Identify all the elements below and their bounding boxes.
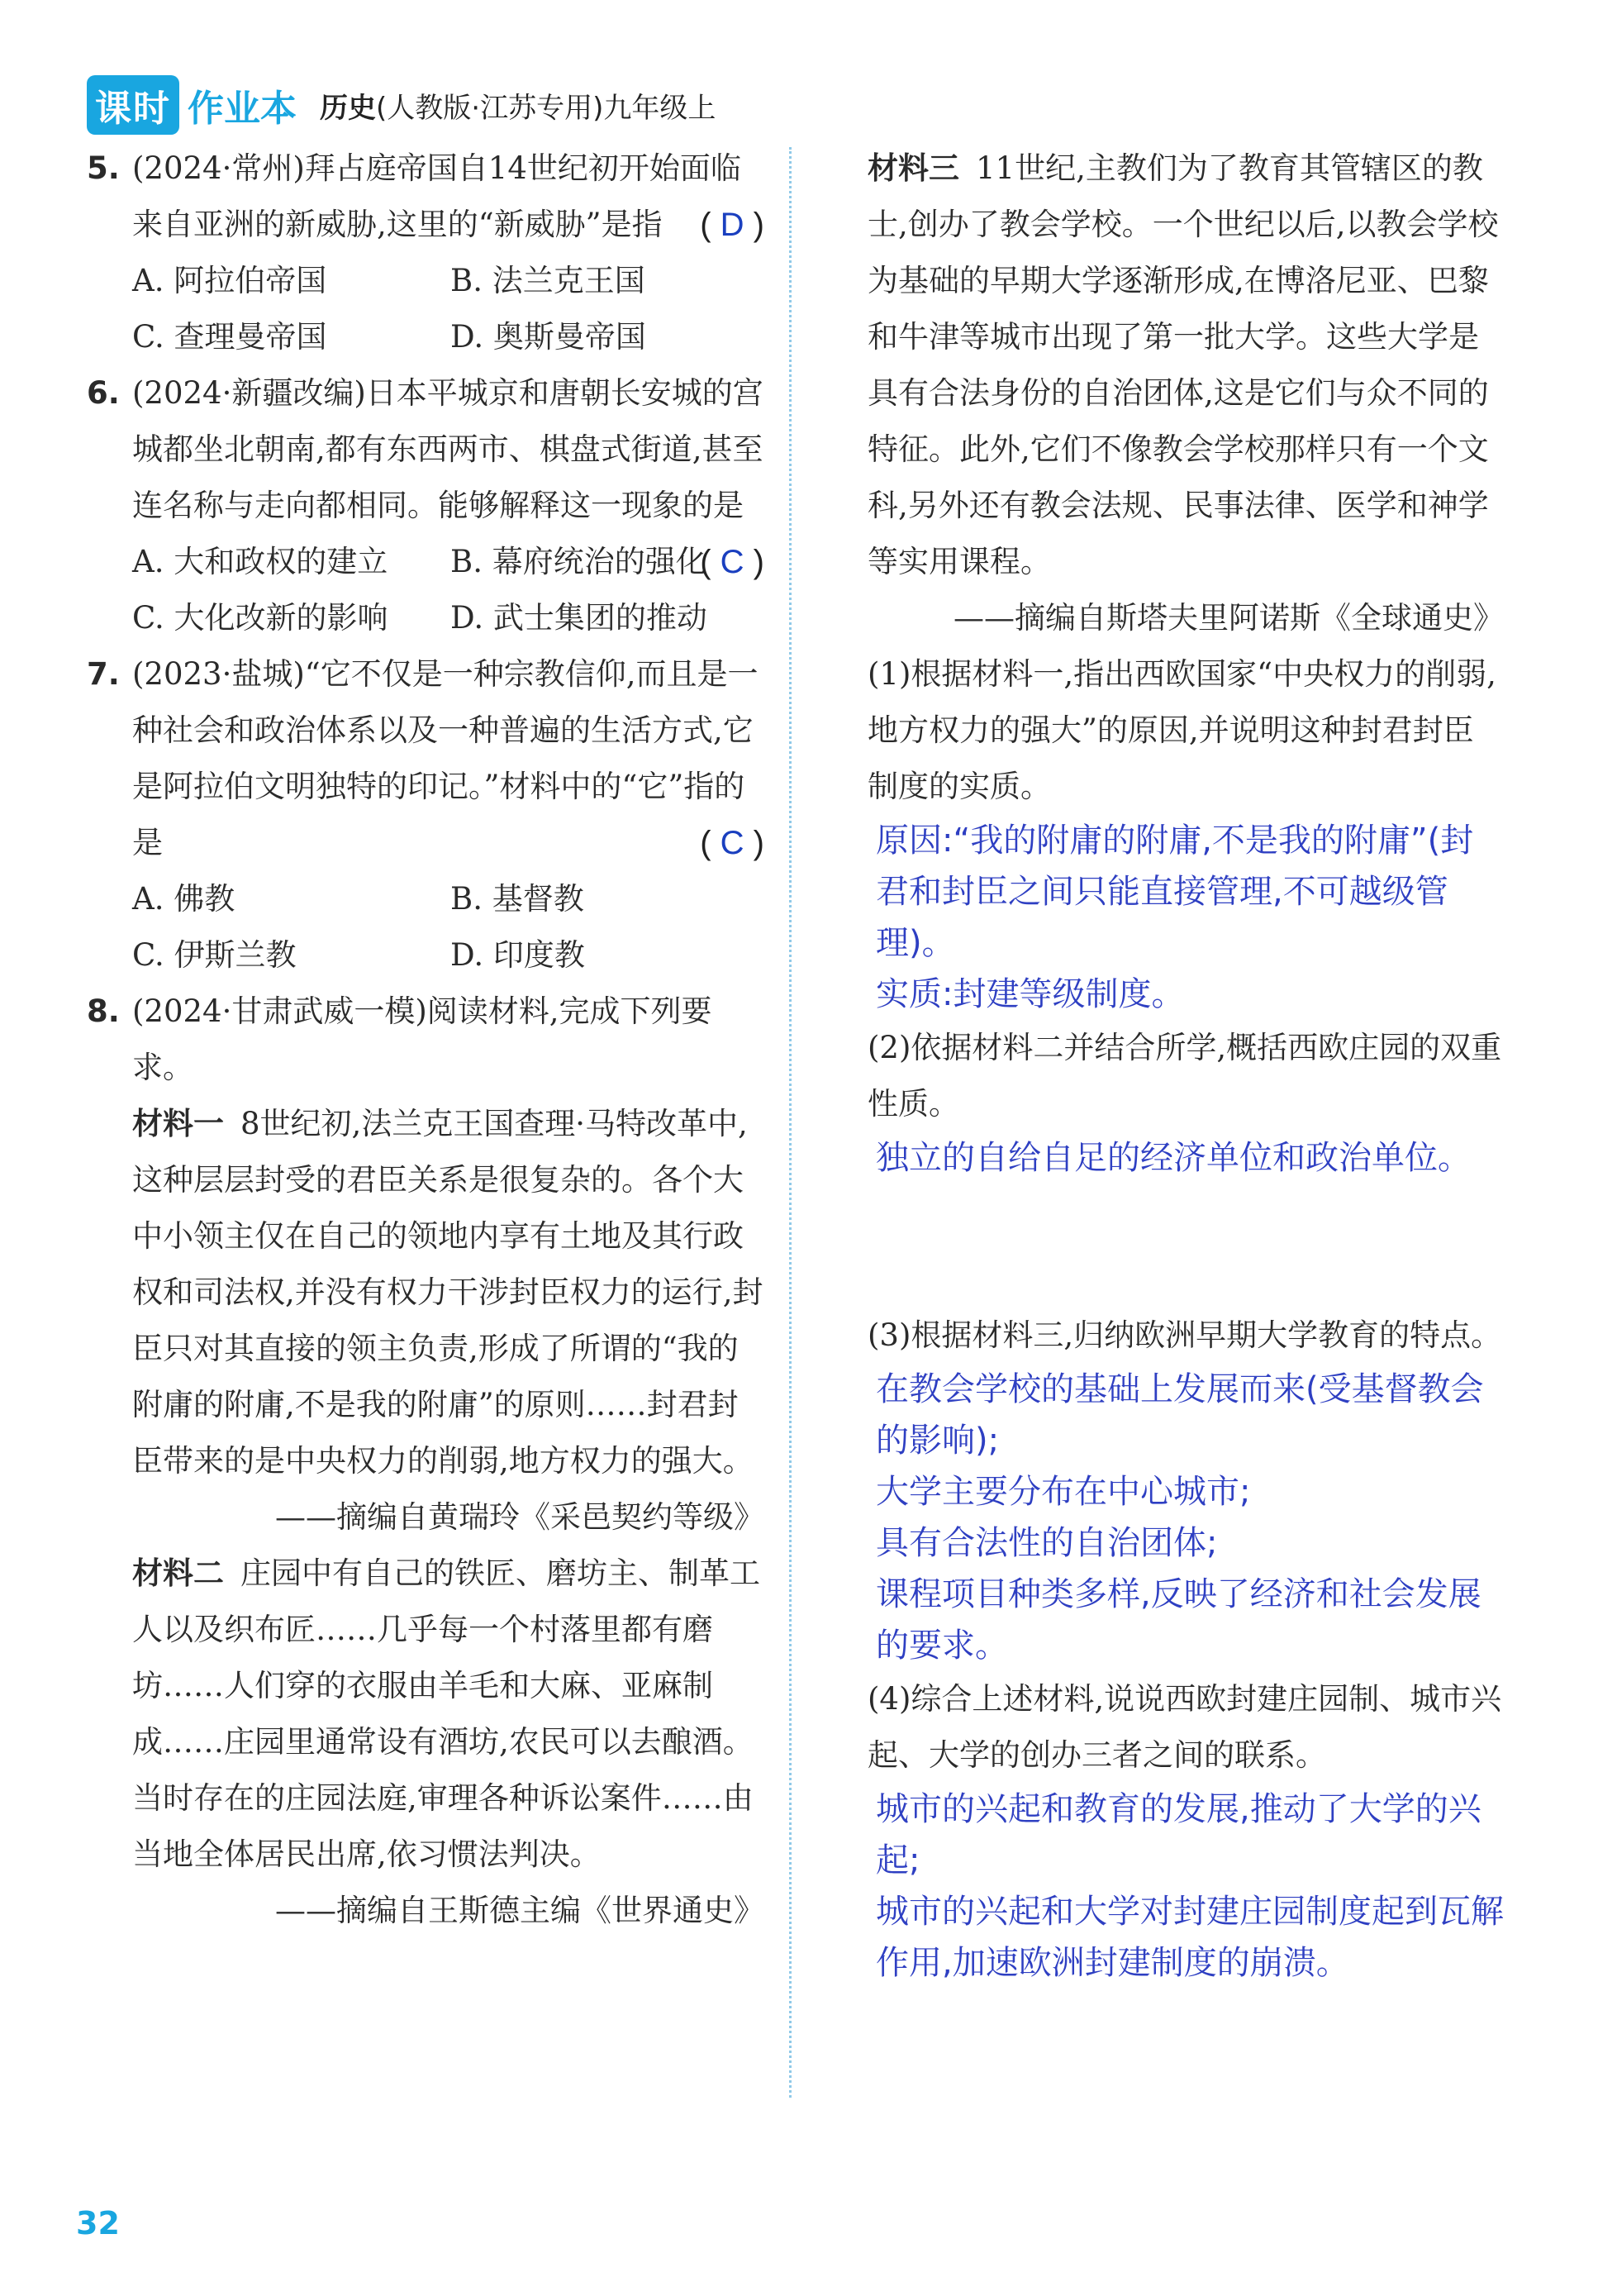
sub-question-2: (2)依据材料二并结合所学,概括西欧庄园的双重性质。 [868, 1030, 1502, 1122]
question-7-options: A. 佛教 B. 基督教 C. 伊斯兰教 D. 印度教 [132, 881, 585, 973]
question-8: 8. (2024·甘肃武威一模)阅读材料,完成下列要求。 材料一 8世纪初,法兰克王国查理·马特改革中,这种层层封受的君臣关系是很复杂的。各个大中小领主仅在自己的领地内享有土地及其行政权和司法权,并没有权力干涉封臣权力的运行,封臣只对其直接的领主负责,形成了所谓的“我的附庸的附庸,不是我的附庸”的原则……封君封臣带来的是中央权力的削弱,地方权力的强大。 ——摘编自黄瑞玲《采邑契约等级》 材料二 庄园中有自己的铁匠、磨坊主、制革工人以及织布匠……几乎每一个村落里都有磨坊……人们穿的衣服由羊毛和大麻、亚麻制成……庄园里通常设有酒坊,农民可以去酿酒。当时存在的庄园法庭,审理各种诉讼案件……由当地全体居民出席,依习惯法判决。 ——摘编自王斯德主编《世界通史》 [87, 984, 764, 1939]
material-3-source: ——摘编自斯塔夫里阿诺斯《全球通史》 [954, 600, 1504, 636]
material-2-source: ——摘编自王斯德主编《世界通史》 [275, 1893, 764, 1928]
question-7-text: (2023·盐城)“它不仅是一种宗教信仰,而且是一种社会和政治体系以及一种普遍的生活方式,它是阿拉伯文明独特的印记。”材料中的“它”指的是 [132, 656, 759, 860]
sub-question-4: (4)综合上述材料,说说西欧封建庄园制、城市兴起、大学的创办三者之间的联系。 [868, 1681, 1502, 1773]
material-2: 材料二 庄园中有自己的铁匠、磨坊主、制革工人以及织布匠……几乎每一个村落里都有磨坊……人们穿的衣服由羊毛和大麻、亚麻制成……庄园里通常设有酒坊,农民可以去酿酒。当时存在的庄园法庭,审理各种诉讼案件……由当地全体居民出席,依习惯法判决。 [132, 1555, 760, 1872]
question-8-text: (2024·甘肃武威一模)阅读材料,完成下列要求。 [132, 993, 712, 1085]
answer-2: 独立的自给自足的经济单位和政治单位。 [876, 1139, 1471, 1177]
page-number: 32 [76, 2205, 120, 2241]
question-7-answer: ( C ) [700, 825, 764, 861]
logo-mark: 课时 [87, 75, 179, 135]
question-5: 5. (2024·常州)拜占庭帝国自14世纪初开始面临来自亚洲的新威胁,这里的“新威胁”是指 ( D ) A. 阿拉伯帝国 B. 法兰克王国 C. 查理曼帝国 D. 奥斯曼帝国 [87, 141, 764, 365]
question-6-text: (2024·新疆改编)日本平城京和唐朝长安城的宫城都坐北朝南,都有东西两市、棋盘式街道,甚至连名称与走向都相同。能够解释这一现象的是 [132, 375, 763, 523]
question-6: 6. (2024·新疆改编)日本平城京和唐朝长安城的宫城都坐北朝南,都有东西两市、棋盘式街道,甚至连名称与走向都相同。能够解释这一现象的是 ( C ) A. 大和政权的建立 B. 幕府统治的强化 C. 大化改新的影响 D. 武士集团的推动 [87, 365, 764, 646]
question-5-text: (2024·常州)拜占庭帝国自14世纪初开始面临来自亚洲的新威胁,这里的“新威胁”是指 [132, 150, 741, 242]
sub-question-3: (3)根据材料三,归纳欧洲早期大学教育的特点。 [868, 1317, 1502, 1353]
column-divider [789, 147, 792, 2098]
sub-question-1: (1)根据材料一,指出西欧国家“中央权力的削弱,地方权力的强大”的原因,并说明这种封君封臣制度的实质。 [868, 656, 1496, 804]
question-6-options: A. 大和政权的建立 B. 幕府统治的强化 C. 大化改新的影响 D. 武士集团的推动 [132, 544, 707, 636]
question-5-options: A. 阿拉伯帝国 B. 法兰克王国 C. 查理曼帝国 D. 奥斯曼帝国 [132, 263, 646, 355]
right-column [868, 141, 1504, 1989]
question-6-answer: ( C ) [700, 544, 764, 580]
logo [87, 75, 297, 135]
answer-1: 原因:“我的附庸的附庸,不是我的附庸”(封君和封臣之间只能直接管理,不可越级管理)。 实质:封建等级制度。 [876, 822, 1474, 1013]
material-3: 材料三 11世纪,主教们为了教育其管辖区的教士,创办了教会学校。一个世纪以后,以教会学校为基础的早期大学逐渐形成,在博洛尼亚、巴黎和牛津等城市出现了第一批大学。这些大学是具有合法身份的自治团体,这是它们与众不同的特征。此外,它们不像教会学校那样只有一个文科,另外还有教会法规、民事法律、医学和神学等实用课程。 [868, 150, 1499, 579]
header-subject: 历史(人教版·江苏专用)九年级上 [320, 91, 716, 125]
question-5-answer: ( D ) [700, 207, 764, 243]
header [87, 78, 716, 132]
material-1-source: ——摘编自黄瑞玲《采邑契约等级》 [275, 1499, 764, 1535]
left-column [87, 141, 764, 1939]
logo-text: 作业本 [188, 88, 297, 130]
answer-4: 城市的兴起和教育的发展,推动了大学的兴起; 城市的兴起和大学对封建庄园制度起到瓦解作用,加速欧洲封建制度的崩溃。 [876, 1790, 1504, 1982]
question-7: 7. (2023·盐城)“它不仅是一种宗教信仰,而且是一种社会和政治体系以及一种普遍的生活方式,它是阿拉伯文明独特的印记。”材料中的“它”指的是 ( C ) A. 佛教 B. 基督教 C. 伊斯兰教 D. 印度教 [87, 646, 764, 984]
answer-3: 在教会学校的基础上发展而来(受基督教会的影响); 大学主要分布在中心城市; 具有合法性的自治团体; 课程项目种类多样,反映了经济和社会发展的要求。 [876, 1370, 1484, 1665]
material-1: 材料一 8世纪初,法兰克王国查理·马特改革中,这种层层封受的君臣关系是很复杂的。各个大中小领主仅在自己的领地内享有土地及其行政权和司法权,并没有权力干涉封臣权力的运行,封臣只对其直接的领主负责,形成了所谓的“我的附庸的附庸,不是我的附庸”的原则……封君封臣带来的是中央权力的削弱,地方权力的强大。 [132, 1106, 763, 1479]
